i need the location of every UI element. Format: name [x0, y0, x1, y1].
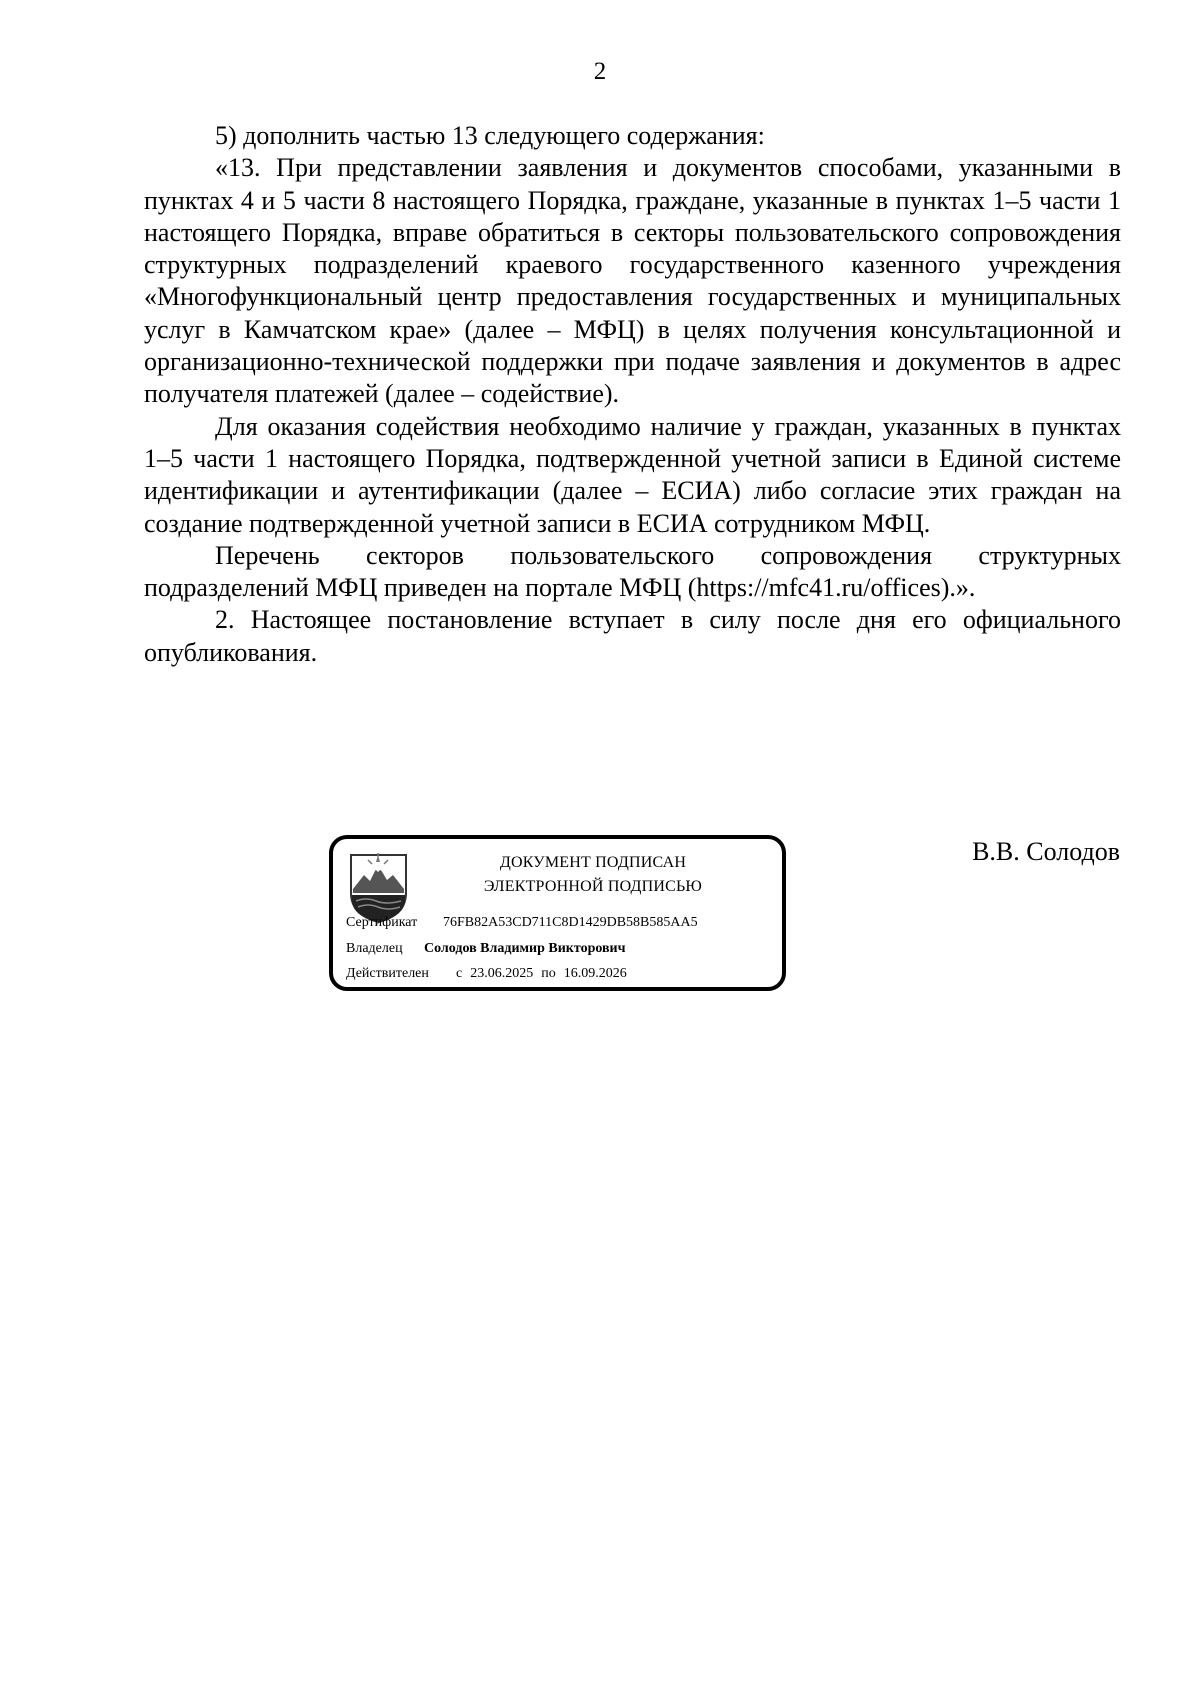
valid-to-date: 16.09.2026: [563, 966, 627, 981]
stamp-title-line1: ДОКУМЕНТ ПОДПИСАН: [499, 854, 687, 871]
paragraph-sectors-list: Перечень секторов пользовательского сопровождения структурных подразделений МФЦ приведен на портале МФЦ (https://mfc41.ru/offices).».: [144, 540, 1121, 603]
certificate-label: Сертификат: [346, 915, 418, 930]
document-body: [144, 120, 1121, 669]
owner-label: Владелец: [346, 941, 403, 956]
valid-from-date: 23.06.2025: [470, 966, 534, 981]
valid-label: Действителен: [346, 966, 429, 981]
stamp-owner-row: [346, 940, 626, 958]
electronic-signature-stamp: [329, 835, 786, 991]
valid-from-prefix: с: [456, 966, 463, 981]
certificate-value: 76FB82A53CD711C8D1429DB58B585AA5: [443, 915, 698, 930]
paragraph-effective-date: 2. Настоящее постановление вступает в силу после дня его официального опубликования.: [144, 605, 1121, 667]
page-number: 2: [593, 58, 607, 85]
valid-to-prefix: по: [541, 966, 556, 981]
paragraph-part-13: «13. При представлении заявления и документов способами, указанными в пунктах 4 и 5 части 8 настоящего Порядка, граждане, указанные в пунктах 1–5 части 1 настоящего Порядка, вправе обратиться в секторы пользовательского сопровождения структурных подразделений краевого государственного казенного учреждения «Многофункциональный центр предоставления государственных и муниципальных услуг в Камчатском крае» (далее – МФЦ) в целях получения консультационной и организационно-технической поддержки при подаче заявления и документов в адрес получателя платежей (далее – содействие).: [144, 153, 1121, 409]
stamp-certificate-row: [346, 914, 698, 932]
signatory-name: В.В. Солодов: [972, 837, 1120, 866]
stamp-title-line2: ЭЛЕКТРОННОЙ ПОДПИСЬЮ: [483, 878, 703, 895]
paragraph-esia-requirement: Для оказания содействия необходимо наличие у граждан, указанных в пунктах 1–5 части 1 настоящего Порядка, подтвержденной учетной записи в Единой системе идентификации и аутентификации (далее – ЕСИА) либо согласие этих граждан на создание подтвержденной учетной записи в ЕСИА сотрудником МФЦ.: [144, 411, 1121, 538]
stamp-validity-row: [346, 965, 627, 983]
paragraph-amendment-intro: 5) дополнить частью 13 следующего содержания:: [215, 121, 765, 150]
owner-value: Солодов Владимир Викторович: [424, 941, 626, 956]
